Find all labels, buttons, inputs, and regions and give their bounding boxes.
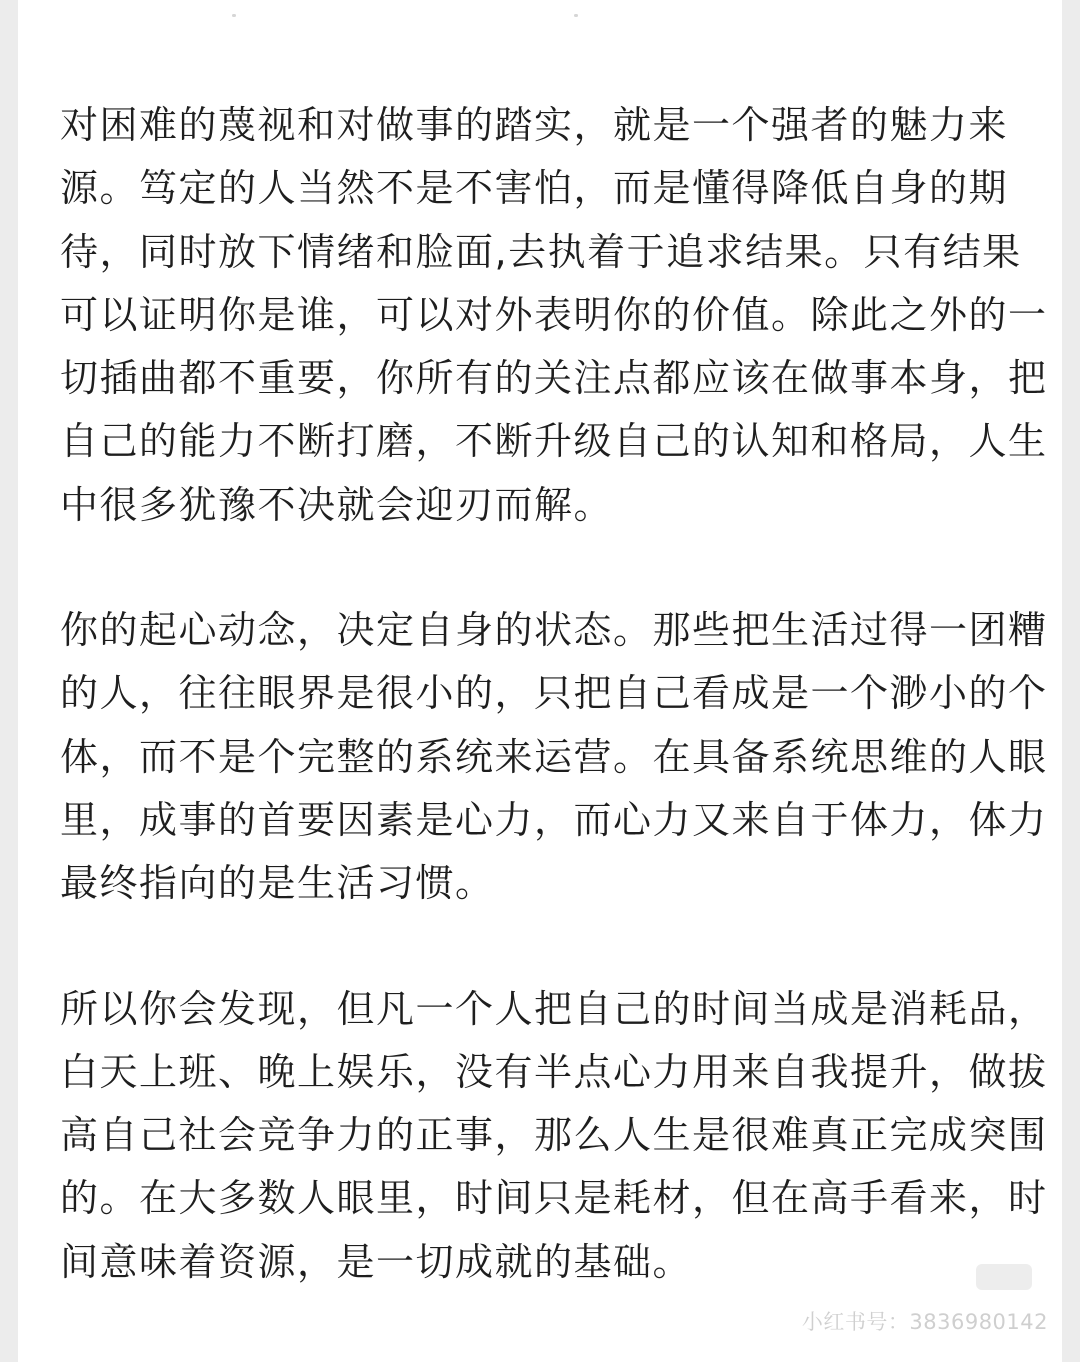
watermark-text: 小红书号：3836980142 [801, 1310, 1048, 1334]
paragraph-1: 对困难的蔑视和对做事的踏实，就是一个强者的魅力来源。笃定的人当然不是不害怕，而是懂得降低自身的期待，同时放下情绪和脸面,去执着于追求结果。只有结果可以证明你是谁，可以对外表明你的价值。除此之外的一切插曲都不重要，你所有的关注点都应该在做事本身，把自己的能力不断打磨，不断升级自己的认知和格局，人生中很多犹豫不决就会迎刃而解。 [60, 103, 1048, 527]
paragraph-3: 所以你会发现，但凡一个人把自己的时间当成是消耗品，白天上班、晚上娱乐，没有半点心力用来自我提升，做拔高自己社会竞争力的正事，那么人生是很难真正完成突围的。在大多数人眼里，时间只是耗材，但在高手看来，时间意味着资源，是一切成就的基础。 [60, 986, 1048, 1284]
top-edge-marks [18, 14, 1062, 22]
article-body [60, 94, 1050, 1294]
paragraph-2: 你的起心动念，决定自身的状态。那些把生活过得一团糟的人，往往眼界是很小的，只把自己看成是一个渺小的个体，而不是个完整的系统来运营。在具备系统思维的人眼里，成事的首要因素是心力，而心力又来自于体力，体力最终指向的是生活习惯。 [60, 608, 1048, 906]
document-page [18, 0, 1062, 1362]
watermark-logo-icon [976, 1264, 1032, 1290]
